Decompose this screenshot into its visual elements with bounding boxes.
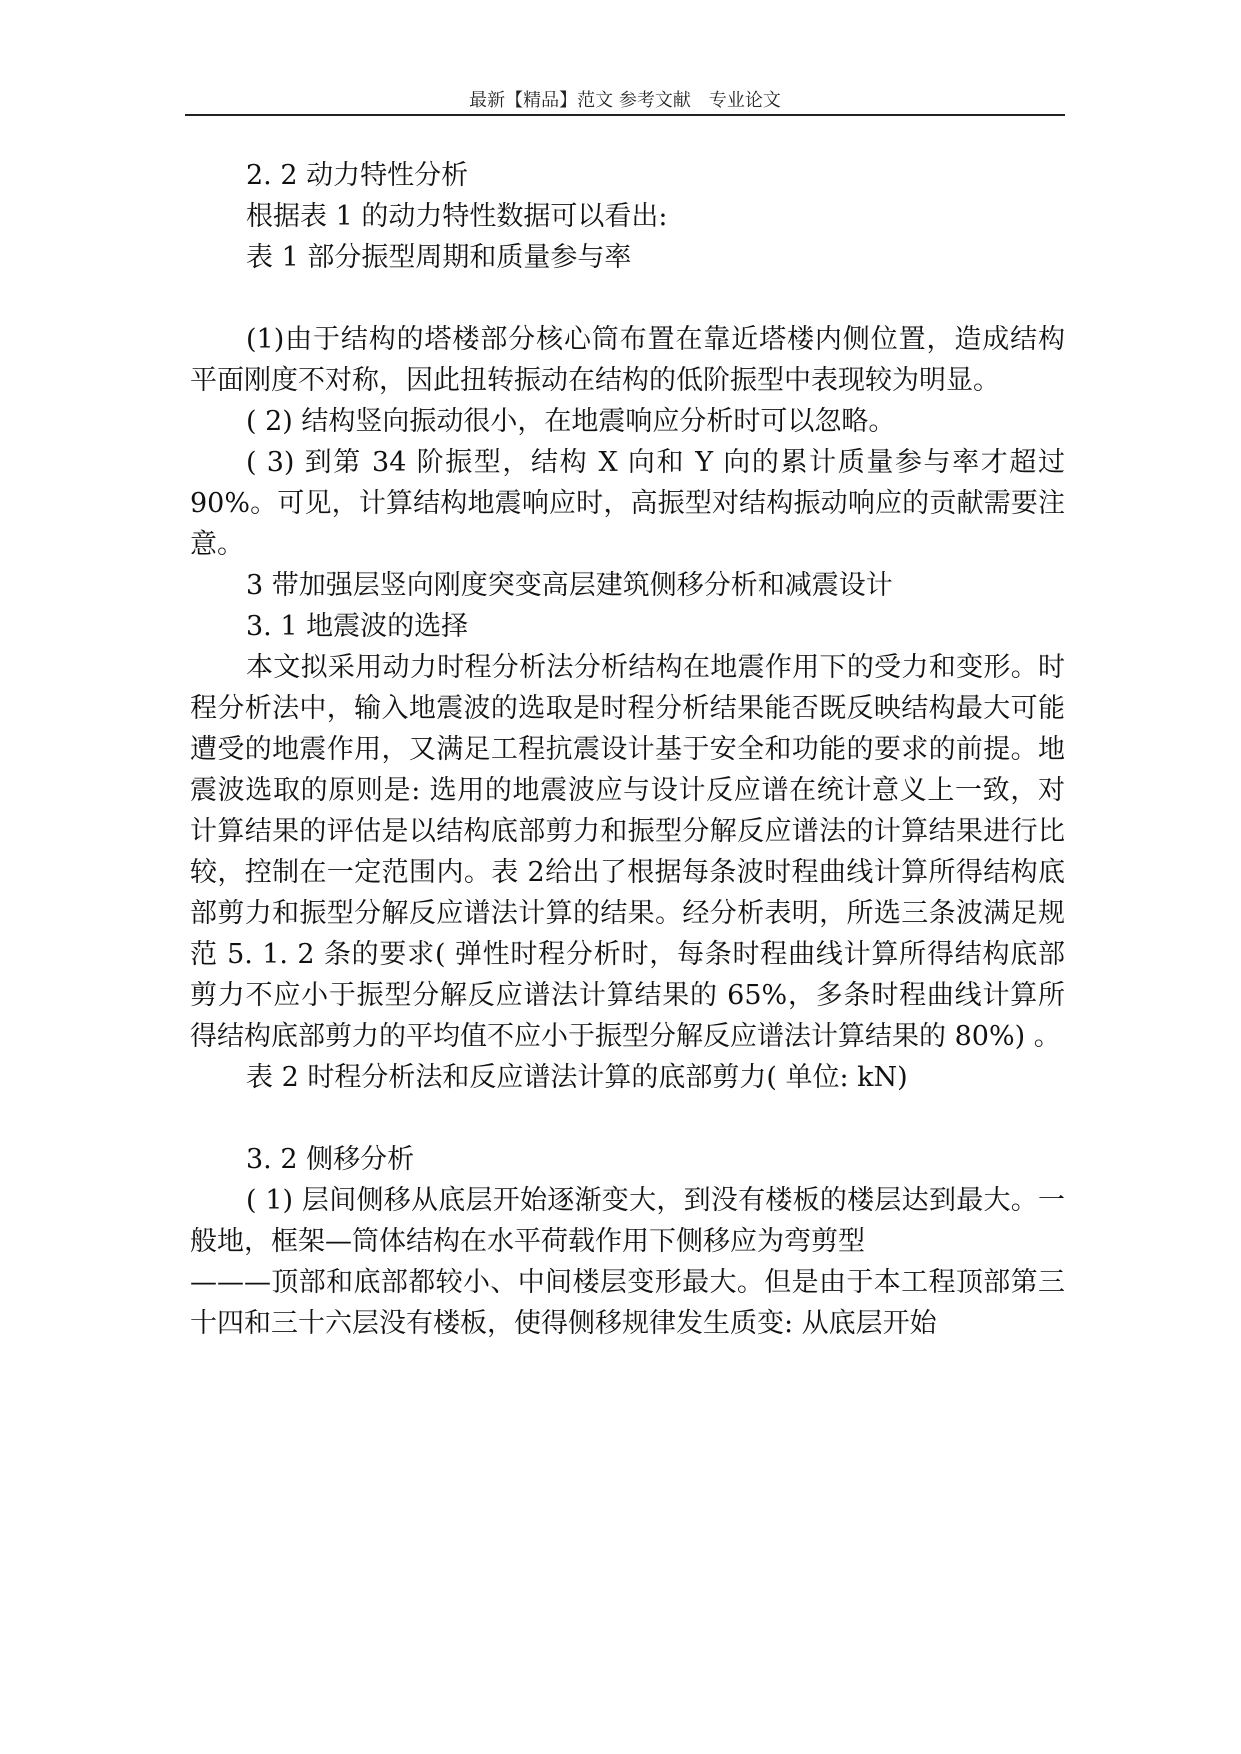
paragraph-drift-1: ( 1) 层间侧移从底层开始逐渐变大，到没有楼板的楼层达到最大。一般地，框架—筒体结构在水平荷载作用下侧移应为弯剪型: [190, 1185, 1065, 1257]
table-caption-1: 表 1 部分振型周期和质量参与率: [246, 242, 632, 273]
header-divider: [185, 114, 1065, 116]
section-heading-3-1: 3. 1 地震波的选择: [246, 611, 469, 642]
page-header: 最新【精品】范文 参考文献 专业论文: [469, 90, 781, 111]
paragraph-drift-2: ———顶部和底部都较小、中间楼层变形最大。但是由于本工程顶部第三十四和三十六层没有楼板，使得侧移规律发生质变: 从底层开始: [190, 1267, 1065, 1339]
list-item-1: (1)由于结构的塔楼部分核心筒布置在靠近塔楼内侧位置，造成结构平面刚度不对称，因此扭转振动在结构的低阶振型中表现较为明显。: [190, 324, 1065, 396]
section-heading-2-2: 2. 2 动力特性分析: [246, 160, 469, 191]
list-item-3: ( 3) 到第 34 阶振型，结构 X 向和 Y 向的累计质量参与率才超过 90%。可见，计算结构地震响应时，高振型对结构振动响应的贡献需要注意。: [190, 447, 1065, 560]
list-item-2: ( 2) 结构竖向振动很小，在地震响应分析时可以忽略。: [246, 406, 896, 437]
section-heading-3-2: 3. 2 侧移分析: [246, 1144, 415, 1175]
section-heading-3: 3 带加强层竖向刚度突变高层建筑侧移分析和减震设计: [246, 570, 893, 601]
table-placeholder-1: [190, 278, 1065, 319]
paragraph-intro: 根据表 1 的动力特性数据可以看出:: [246, 201, 668, 232]
table-caption-2: 表 2 时程分析法和反应谱法计算的底部剪力( 单位: kN): [246, 1062, 908, 1093]
table-placeholder-2: [190, 1098, 1065, 1139]
paragraph-seismic-wave: 本文拟采用动力时程分析法分析结构在地震作用下的受力和变形。时程分析法中，输入地震波的选取是时程分析结果能否既反映结构最大可能遭受的地震作用，又满足工程抗震设计基于安全和功能的要求的前提。地震波选取的原则是: 选用的地震波应与设计反应谱在统计意义上一致，对计算结果的评估是以结构底部剪力和振型分解反应谱法的计算结果进行比较，控制在一定范围内。表 2给出了根据每条波时程曲线计算所得结构底部剪力和振型分解反应谱法计算的结果。经分析表明，所选三条波满足规范 5. 1. 2 条的要求( 弹性时程分析时，每条时程曲线计算所得结构底部剪力不应小于振型分解反应谱法计算结果的 65%，多条时程曲线计算所得结构底部剪力的平均值不应小于振型分解反应谱法计算结果的 80%) 。: [190, 652, 1065, 1052]
document-body: [190, 155, 1065, 1344]
